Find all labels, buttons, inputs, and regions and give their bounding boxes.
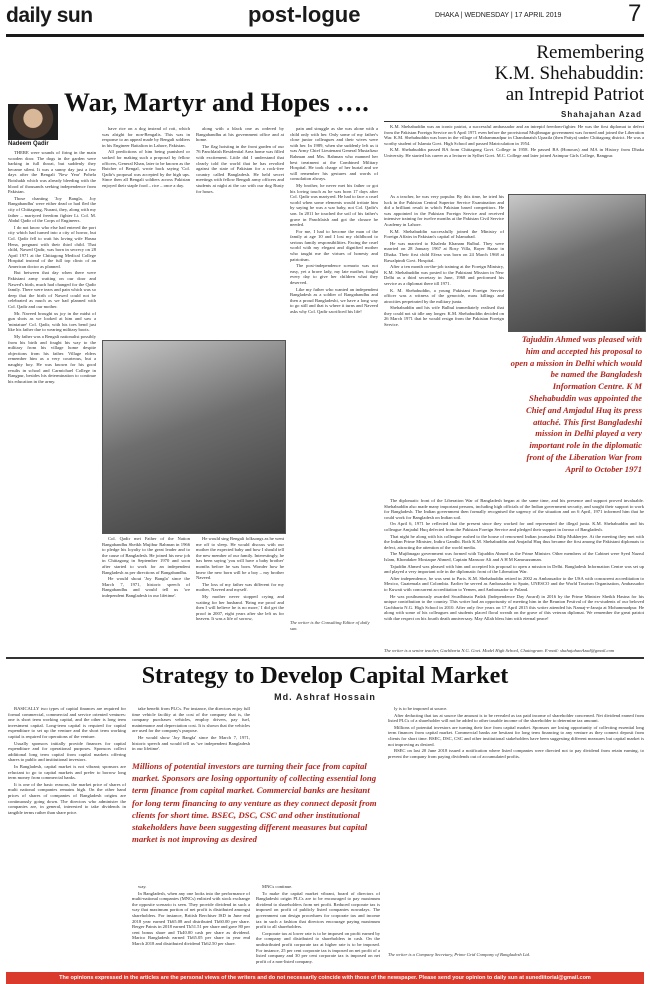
article3-col1: BASICALLY two types of capital finances are required for formal commercial, commercial and service oriented ventures: one is short term working capital, and the other is long term investment capital. Long-term capital is required for capital expenditure to set up the venture and the short term working capital is required for operations of the venture. Usually sponsors initially provide finances for capital expenditure and for operational purposes. Sponsors collect additional long term capital from capital markets offering shares to public and institutional investors. In Bangladesh, capital market is not vibrant; sponsors are reluctant to go to capital markets and prefer to borrow long term money from commercial banks. It is one of the basic reasons, the market price of shares of multi national companies remains high. On the other hand prices of shares of companies of Bangladesh origins are continuously going down. The directors who administer the companies are, in general, interested to take dividends in tangible terms rather than share price.: [8, 706, 126, 815]
article2-intro: K.M. Shehabuddin was an iconic patriot, a successful ambassador and an intrepid freedom-fighter. He was the first diplomat to defect from the Pakistan Foreign Service on 6 April 1971 even before the provisional Mujibnagar government was formed and joined the Liberation War. K.M. Shehabuddin was born in the village of Mohammadpur in Chandanaish Upazila (then Patiya) under Chittagong district. He was a worthy student of Islamia Govt. High School and passed Matriculation in 1954. K.M. Shehabuddin passed BA from Chittagong Govt. College in 1958. He passed BA (Honours) and MA in History from Dhaka University. He started his career as a lecturer in Sylhet Govt. M.C. College and later joined Azimpur Girls College, Rangpur.: [384, 124, 644, 158]
dateline: DHAKA | WEDNESDAY | 17 APRIL 2019: [435, 12, 562, 19]
article1-col3-bottom: He would sing Bengali folksongs as he went me off to sleep. He would discuss with our mother the expected baby and how I should tell the new member of our family. Interestingly, he has been saying 'you will have a baby brother' months before he was born. Wonder how he knew the new born will be a boy – my brother Naveed. The loss of my father was different for my mother, Naveed and myself. My mother never stopped crying and waiting for her husband. 'Bring me proof and then I will believe he is no more,' I did get the proof in 2007, eight years after she left us for heaven. It was a life of sorrow,: [196, 536, 284, 622]
article2-headline-line2: K.M. Shehabuddin:: [494, 63, 644, 84]
author-name: Nadeem Qadir: [8, 141, 49, 147]
article3-top-rule: [6, 657, 644, 659]
article1-col4: pain and struggle as she was alone with a child only with her. Only some of my father's close junior colleagues and their wives were with her. In 1989, when she suddenly left us it was Army Chief Lieutenant General Mustafizur Rahman and Mrs. Rahman who manned her best treatment at the Combined Military Hospital. He took charge of her burial and we will remember his gestures and words of consolation always. My brother, he never met his father or got his loving touch as he was born 17 days after Col. Qadir was martyred. He had to face a cruel world when some elements would irritate him by saying he was a war baby, not Col. Qadir's son. In 2011 he touched the soil of his father's grave in Panchlaish and got the closure he needed. For me, I had to become the man of the family at age 10 and I lost my childhood to serious family responsibilities. Facing the cruel world with my elegant and dignified mother who taught me the virtues of honesty and patriotism. The post-independence scenario was not easy, yet a brave lady, my late mother, fought every day to give her children what they deserved. Like my father who wanted an independent Bangladesh as a soldier of Bangabandhu and then a proud Bangladeshi, we have a long way to go still and that is where it turns and Naveed asks why Col. Qadir sacrificed his life!: [290, 126, 378, 314]
article3-col2: take benefit from PLCs. For instance, the directors enjoy full time vehicle facility at the cost of the company that is, the company purchases vehicles, employ drivers, pay fuel, maintenance and depreciation cost. It is shown that the vehicles are used for the company's purpose. He would show 'Joy Bangla' since the March 7, 1971, historic speech and would tell us 'we independent Bangladesh in our lifetime'.: [132, 706, 250, 752]
article3-byline: Md. Ashraf Hossain: [274, 692, 376, 702]
article2-writer-note: The writer is a senior teacher, Gachbaria N.G. Govt. Model High School, Chattogram. E-mail: shahajahanAzad@gmail.com: [384, 648, 615, 653]
footer-disclaimer: The opinions expressed in the articles are the personal views of the writers and do not necessarily coincide with those of the newspaper. Please send your opinion to daily sun at sunediitorial@gmail.com: [6, 972, 644, 984]
article2-rule: [384, 121, 644, 122]
article2-headline-line1: Remembering: [536, 42, 644, 63]
article2-caption: Tajuddin Ahmed was pleased with him and accepted his proposal to open a mission in Delhi which would be named the Bangladesh Information Centre. K M Shehabuddin was appointed the Chief and Amjadul Huq its press attaché. This first Bangladeshi mission in Delhi played a very important role in the diplomatic front of the Liberation War from April to October 1971: [510, 334, 642, 474]
article3-pullquote: Millions of potential investors are turning their face from capital market. Sponsors are losing opportunity of collecting essential long term finance from capital market. Commercial banks are hesitant for long term financing to any venture as they connect deposit from clients for short time. BSEC, DSC, CSC and other institutional stakeholders have been suggesting different measures but capital market is not improving as desired: [132, 761, 377, 845]
article1-col2-bottom: Col. Qadir met Father of the Nation Bangabandhu Sheikh Mujibur Rahman in 1966 to pledge his loyalty to the great leader and to the cause of Bangladesh. He joined his new job in Chittagong in September 1970 and soon after started to work for an independent Bangladesh as per directions of Bangabandhu. He would shout 'Joy Bangla' since the March 7, 1971, historic speech of Bangabandhu and would tell us 'we independent Bangladesh in our lifetime'.: [102, 536, 190, 598]
author-photo: [8, 104, 58, 140]
article1-headline: War, Martyr and Hopes ….: [64, 88, 369, 117]
page-number: 7: [628, 0, 642, 27]
article1-photo: [102, 340, 286, 534]
article1-col2-top: have rice on a dog instead of roti, which was alright for non-Bengalis. This was in response to an appeal made by Bengali soldiers in his Engineer Battalion in Lahore, Pakistan. All predictions of him being punished or sacked for making such a proposal by fellow officers, General Khan, later to be known as the Butcher of Bengal, wrote back saying 'Col. Qadir's proposal was accepted by the high ups. Since then all Bengali soldiers across Pakistan enjoyed their staple food – rice – once a day.: [102, 126, 190, 188]
section-title: post-logue: [248, 2, 361, 27]
article1-col3-top: along with a black one as ordered by Bangabandhu at his government office and at home. The flag hoisting in the front garden of our 76 Panchlaish Residential Area home was filled with excitement. Little did I understand that clearly told the world that he has revolted against the state of Pakistan for a rock-free country called Bangladesh. He held secret meetings with fellow Bengali army officers and students at night at the car with our dog Rusty for hours.: [196, 126, 284, 194]
article2-byline: Shahajahan Azad: [561, 110, 642, 119]
article1-col1: THERE were sounds of firing in the main wooden door. The dogs in the garden were barking in full throat, but suddenly they became silent. It was a sunny day just a few days after the Bengali 'New Year' Pohela Boishakh which was already bleeding with the blood of thousands seeking independence from Pakistan. Those chanting 'Joy Bangla, Joy Bangabandhu' were either dead or had fled the city of Chittagong, Nurani, they, along with my father – martyred freedom fighter Lt. Col. M. Abdul Qadir of the Corps of Engineers. I do not know who else had entered the port city which had turned into a city of horror, but Col. Qadir fell to wait his loving wife Hasna Hena, pregnant with their third child. That child, Nawed Qadir, was born in secrecy on 28 April 1971 at the Chittagong Medical College Hospital instead of the full top clinic of an American doctor as planned. But between that day when there were Pakistani army waiting on our door and Nawed's birth, much had changed for the Qadir family. There were tears and pain which was so deep that the birth of Nawed could not be celebrated as much as we had planned with Col. Qadir and our mother. Mr. Naveed brought us joy in the midst of gun shots as we looked at him and saw a 'miniature' Col. Qadir, with his toes bend just like his father due to wearing military boots. My father was a Bengali nationalist possibly from his birth and fought his way to the military from his village home despite objections from his father. Village elders remember him as a very courteous, but a naughty boy. He was known for his good results in school and Carmichael College in Rangpur, besides his determination to continue his education in the army.: [8, 150, 96, 384]
article3-col2b: way. In Bangladesh, when any one looks into the performance of multi-national companies (MNCs) enlisted with stock exchange the opposite scenario is seen. They provide dividend in such a way that maximum portion of net profit is distributed amongst shareholders. For instance, British Berchiser ISD in June end 2018 year earned Tk65.08 and distributed Tk60.00 per share. Berger Paints in 2018 earned Tk51.51 per share and gave 80 per cent bonus share and Tk40.00 cash per share as dividend. Marico Bangladesh earned Tk65.05 per share in year end March 2018 and distributed dividend Tk62.50 per share.: [132, 884, 250, 946]
article2-headline-line3: an Intrepid Patriot: [505, 84, 644, 105]
article3-writer-note: The writer is a Company Secretary, Prime Grid Company of Bangladesh Ltd.: [388, 952, 531, 957]
article2-wide-col: The diplomatic front of the Liberation War of Bangladesh began at the same time, and his presence and support proved invaluable. Shehabuddin also made many important persons, including high officials of the Indian government security, and sought their support to work for Bangladesh. The Indian government then formally recognised the urgency of the situation and on 6 April, 1971 informed him that he could work for Bangladesh on Indian soil. On April 6, 1971 he reflected that the present since they worked for and represented the illegal junta. K.M. Shehabuddin and his colleague Amjadul Huq defected from the Pakistan Foreign Service and pledged their support in favour of Bangladesh. That night he along with his colleague rushed to the house of renowned Indian journalist Dilip Mukherjee. At the meeting they met with the Indian Prime Minister, Indira Gandhi. Both K.M. Shehabuddin and Amjadul Huq thus became the first among the Pakistani diplomats to defect, attracting the attention of the world media. The Mujibnagar government was formed with Tajuddin Ahmed as the Prime Minister. Other members of the Cabinet were Syed Nazrul Islam, Khondaker Mostaque Ahmed, Captain Mansoor Ali and A H M Kamruzzaman. Tajuddin Ahmed was pleased with him and accepted his proposal to open a mission in Delhi. Bangladesh Information Centre was set up and played a very important role in the diplomatic front of the Liberation War. After independence, he was sent to Paris. K.M. Shehabuddin retired in 2002 as Ambassador to the USA with concurrent accreditation to Mexico, Guatemala and Colombia. Earlier he served as Ambassador to Spain, UNESCO and the World Tourism Organisation, Ambassador to Kuwait with concurrent accreditation to Yemen, and Ambassador to Poland. He was posthumously awarded Swadhinata Padak (Independence Day Award) in 2016 by the Prime Minister Sheikh Hasina for his unique contribution to the country. This writer had an opportunity of meeting him in the Reunion Festival of the ex-students of our beloved Gachbaria N.G. High School in 2010. After only five years on 17 April 2015 this writer attended his Namaj-e-Janaja at Mohammadpur. He along with some of his colleagues and students placed floral wreath on the grave of this veteran diplomat. We remember the great patriot with due respect on his fourth death anniversary. May Allah bless him with eternal peace!: [384, 498, 644, 621]
article3-headline: Strategy to Develop Capital Market: [141, 663, 509, 689]
top-rule: [6, 34, 644, 37]
masthead: [0, 0, 650, 34]
article3-col3: MNCs continue. To make the capital market vibrant, board of directors of Bangladeshi origin PLCs are to be encouraged to pay maximum dividend to shareholders from net profit. Reduced corporate tax is imposed on profit of publicly listed companies nowadays. The government can design procedures for corporate tax and income tax in such a fashion that directors encourage paying maximum profit to all shareholders. Corporate tax at lower rate is to be imposed on profit earned by the company and distributed to shareholders in cash. On the undistributed profit corporate tax at higher rate is to be imposed. For instance, 25 per cent corporate tax is imposed on net profit of a listed company and 30 per cent corporate tax is imposed on net profit of a non-listed company.: [256, 884, 380, 964]
article3-col4: ly is to be imposed at source. After deducting that tax at source the amount is to be revealed as tax paid income of shareholder concerned. Net dividend earned from listed PLCs of a shareholder will not be added to other taxable income of the shareholder to determine tax amount. Millions of potential investors are turning their face from capital market. Sponsors are losing opportunity of collecting essential long term finances from capital market. Commercial banks are hesitant for long term financing to any venture as they connect deposit from clients for short time. BSEC, DSC, CSC and other institutional stakeholders have been suggesting different measures but capital market is not improving as desired. BSEC on last 20 June 2018 issued a notification where listed companies were directed not to pay dividend from retain earning, to prevent the company from paying dividends out of accumulated profits.: [388, 706, 644, 759]
article1-writer-note: The writer is the Consulting Editor of daily sun.: [290, 620, 370, 631]
article2-narrow-col: As a teacher, he was very popular. By this time, he tried his luck in the Pakistan Central Superior Service Examination and did a brilliant result in which Pakistan based competitors. He was appointed in the Pakistan Foreign Service and received intensive training for twelve months at the Pakistan Civil Service Academy in Lahore. K.M. Shehabuddin successfully joined the Ministry of Foreign Affairs in Pakistan's capital of Islamabad. He was married to Khaleda Khanam Bulbul. They were married on 28 January 1967 at Rosy Villa, Rayer Bazar in Dhaka. Their first child Efeza was born on 24 March 1968 at Rawalpindi Govt. Hospital. After a ten month on-the-job training at the Foreign Ministry, K.M. Shehabuddin was posted to the Pakistani Mission in New Delhi as a third secretary in June, 1968 and performed his service as a diplomat there till 1971. K. M. Shehabuddin, a young Pakistani Foreign Service officer was a witness of the genocide, mass killings and atrocities perpetrated by the military junta. Shehabuddin and his wife Bulbul immediately realised that they could not sit idle any longer. K.M. Shehabuddin decided on 26 March 1971 that he would resign from the Pakistan Foreign Service.: [384, 194, 504, 328]
newspaper-brand: daily sun: [6, 4, 93, 27]
article2-photo: [508, 194, 646, 332]
